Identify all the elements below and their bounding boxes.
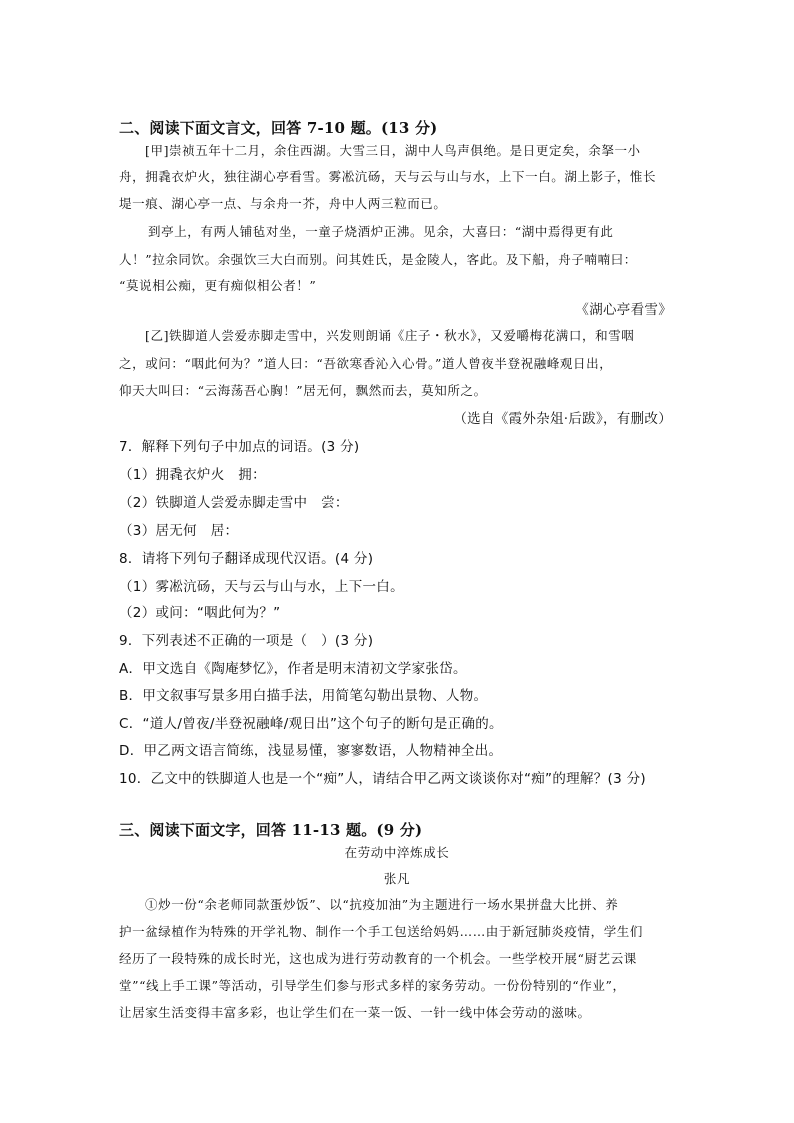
article-paragraph-line: 护一盆绿植作为特殊的开学礼物、制作一个手工包送给妈妈……由于新冠肺炎疫情，学生们: [119, 924, 644, 939]
article-title: 在劳动中淬炼成长: [344, 845, 450, 860]
question-7: 7．解释下列句子中加点的词语。(3 分): [119, 439, 360, 455]
question-9: 9．下列表述不正确的一项是（ ）(3 分): [119, 633, 374, 649]
question-10: 10．乙文中的铁脚道人也是一个“痴”人，请结合甲乙两文谈谈你对“痴”的理解？(3 分): [119, 771, 646, 787]
passage-a-line: 人！”拉余同饮。余强饮三大白而别。问其姓氏，是金陵人，客此。及下船，舟子喃喃曰：: [119, 252, 637, 267]
passage-b-line: [乙]铁脚道人尝爱赤脚走雪中，兴发则朗诵《庄子・秋水》，又爱嚼梅花满口，和雪咽: [145, 328, 635, 343]
passage-a-line: “莫说相公痴，更有痴似相公者！”: [119, 278, 317, 293]
article-paragraph-line: 经历了一段特殊的成长时光，这也成为进行劳动教育的一个机会。一些学校开展“厨艺云课: [119, 951, 637, 966]
question-9-option-d: D．甲乙两文语言简练，浅显易懂，寥寥数语，人物精神全出。: [119, 743, 503, 759]
article-paragraph-line: 让居家生活变得丰富多彩，也让学生们在一菜一饭、一针一线中体会劳动的滋味。: [119, 1005, 591, 1020]
question-7-item-3: （3）居无何 居：: [119, 523, 239, 539]
passage-b-source: （选自《霞外杂俎·后跋》，有删改）: [453, 411, 672, 427]
question-9-option-b: B．甲文叙事写景多用白描手法，用简笔勾勒出景物、人物。: [119, 688, 488, 704]
question-8-item-1: （1）雾凇沆砀，天与云与山与水，上下一白。: [119, 579, 404, 595]
section-2-title: 二、阅读下面文言文，回答 7-10 题。(13 分): [119, 119, 438, 137]
question-7-item-1: （1）拥毳衣炉火 拥：: [119, 467, 266, 483]
question-9-option-c: C．“道人/曾夜/半登祝融峰/观日出”这个句子的断句是正确的。: [119, 716, 503, 732]
question-7-item-2: （2）铁脚道人尝爱赤脚走雪中 尝：: [119, 495, 349, 511]
question-8-item-2: （2）或问：“咽此何为？”: [119, 605, 281, 621]
article-paragraph-line: 堂”“线上手工课”等活动，引导学生们参与形式多样的家务劳动。一份份特别的“作业”，: [119, 978, 626, 993]
article-author: 张凡: [383, 871, 411, 886]
passage-a-line: 到亭上，有两人铺毡对坐，一童子烧酒炉正沸。见余，大喜曰：“湖中焉得更有此: [148, 224, 614, 239]
question-8: 8．请将下列句子翻译成现代汉语。(4 分): [119, 551, 374, 567]
passage-a-line: [甲]崇祯五年十二月，余住西湖。大雪三日，湖中人鸟声俱绝。是日更定矣，余拏一小: [145, 143, 641, 158]
article-paragraph-line: ①炒一份“余老师同款蛋炒饭”、以“抗疫加油”为主题进行一场水果拼盘大比拼、养: [145, 897, 619, 912]
passage-b-line: 之，或问：“咽此何为？”道人曰：“吾欲寒香沁入心骨。”道人曾夜半登祝融峰观日出，: [119, 356, 613, 371]
section-3-title: 三、阅读下面文字，回答 11-13 题。(9 分): [119, 821, 423, 839]
passage-b-line: 仰天大叫曰：“云海荡吾心胸！”居无何，飘然而去，莫知所之。: [119, 383, 487, 398]
passage-a-source: 《湖心亭看雪》: [575, 302, 672, 318]
question-9-option-a: A．甲文选自《陶庵梦忆》，作者是明末清初文学家张岱。: [119, 661, 467, 677]
passage-a-line: 堤一痕、湖心亭一点、与余舟一芥，舟中人两三粒而已。: [119, 196, 447, 211]
passage-a-line: 舟，拥毳衣炉火，独往湖心亭看雪。雾凇沆砀，天与云与山与水，上下一白。湖上影子，惟长: [119, 169, 657, 184]
